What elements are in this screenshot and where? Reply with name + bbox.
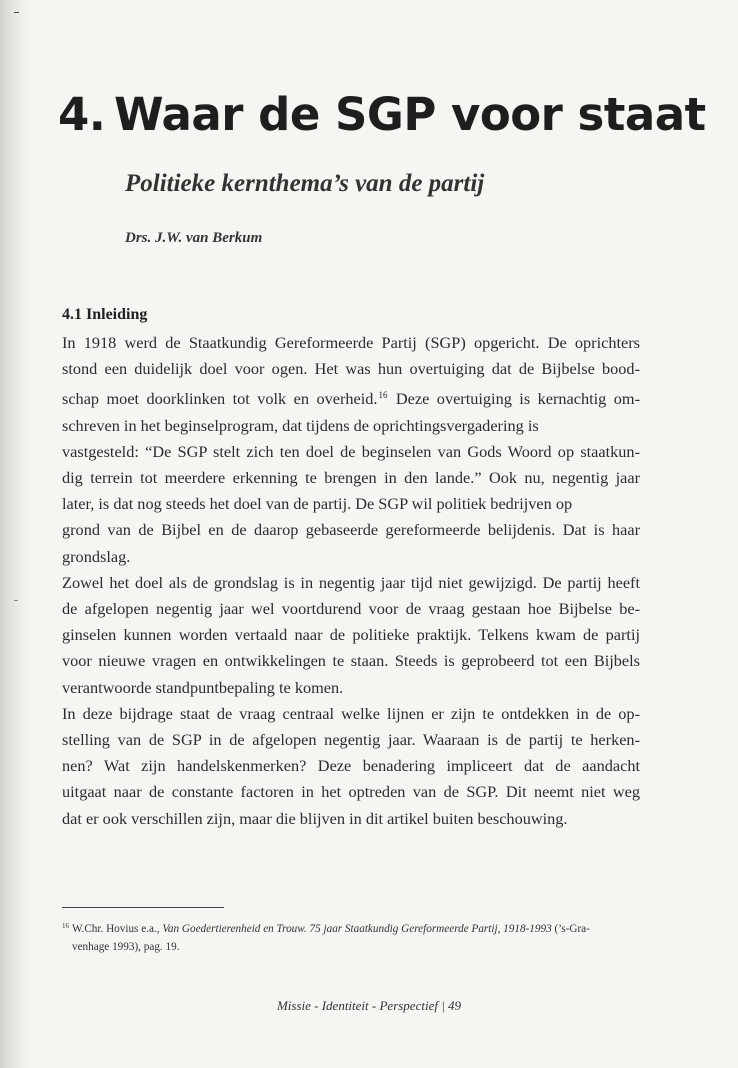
text-line: ginselen kunnen worden vertaald naar de politieke praktijk. Telkens kwam de partij [62,625,640,645]
text-line: verantwoorde standpuntbepaling te komen. [62,677,344,697]
text-line: stond een duidelijk doel voor ogen. Het was hun overtuiging dat de Bijbelse bood- [62,359,640,379]
text-line: grond van de Bijbel en de daarop gebaseerde gereformeerde belijdenis. Dat is haar [62,520,640,540]
text-line: grondslag. [62,546,131,566]
text-line: dig terrein tot meerdere erkenning te brengen in den lande.” Ook nu, negentig jaar [62,468,640,488]
corner-mark [14,12,19,13]
page-edge-shadow [0,0,28,1068]
text-line: dat er ook verschillen zijn, maar die blijven in dit artikel buiten beschouwing. [62,808,568,828]
chapter-title [58,88,706,141]
text-line: vastgesteld: “De SGP stelt zich ten doel de beginselen van Gods Woord op staatkun- [62,441,640,461]
paragraph-1 [62,330,640,570]
section-heading: 4.1 Inleiding [62,306,148,323]
paragraph-3 [62,701,640,832]
footnote-book-title: Van Goedertierenheid en Trouw. 75 jaar Staatkundig Gereformeerde Partij, 1918-1993 [162,923,552,935]
text-line: stelling van de SGP in de afgelopen negentig jaar. Waaraan is de partij te herken- [62,730,640,750]
footnote-line [62,917,640,938]
text-line: later, is dat nog steeds het doel van de partij. De SGP wil politiek bedrijven op [62,494,573,514]
footnote [62,917,640,956]
text-line: In deze bijdrage staat de vraag centraal welke lijnen er zijn te ontdekken in de op- [62,703,640,723]
text-line: de afgelopen negentig jaar wel voortdurend voor de vraag gestaan hoe Bijbelse be- [62,599,640,619]
text-segment: schap moet doorklinken tot volk en overheid. [62,389,378,409]
text-line: In 1918 werd de Staatkundig Gereformeerde Partij (SGP) opgericht. De oprichters [62,333,640,352]
body-text [62,330,640,832]
footnote-text: (’s-Gra- [551,923,590,935]
chapter-subtitle: Politieke kernthema’s van de partij [125,170,485,197]
text-line: Zowel het doel als de grondslag is in negentig jaar tijd niet gewijzigd. De partij heeft [62,572,640,592]
text-line: nen? Wat zijn handelskenmerken? Deze benadering impliceert dat de aandacht [62,756,640,776]
text-line: schreven in het beginselprogram, dat tijdens de oprichtingsvergadering is [62,415,539,435]
chapter-title-text: Waar de SGP voor staat [114,88,706,141]
text-line: uitgaat naar de constante factoren in het optreden van de SGP. Dit neemt niet weg [62,782,640,802]
author-name: Drs. J.W. van Berkum [125,230,263,246]
text-segment: Deze overtuiging is kernachtig om- [388,389,640,409]
footnote-divider [62,907,224,908]
footnote-line: venhage 1993), pag. 19. [72,941,180,953]
footnote-number: 16 [62,922,69,930]
text-line [62,382,640,412]
text-line: voor nieuwe vragen en ontwikkelingen te staan. Steeds is geprobeerd tot een Bijbels [62,651,640,671]
margin-mark [14,600,18,601]
paragraph-2 [62,570,640,701]
page-footer: Missie - Identiteit - Perspectief | 49 [276,998,462,1013]
chapter-number: 4. [58,88,106,141]
footnote-author: W.Chr. Hovius e.a., [72,923,163,935]
footnote-reference[interactable]: 16 [378,390,388,401]
